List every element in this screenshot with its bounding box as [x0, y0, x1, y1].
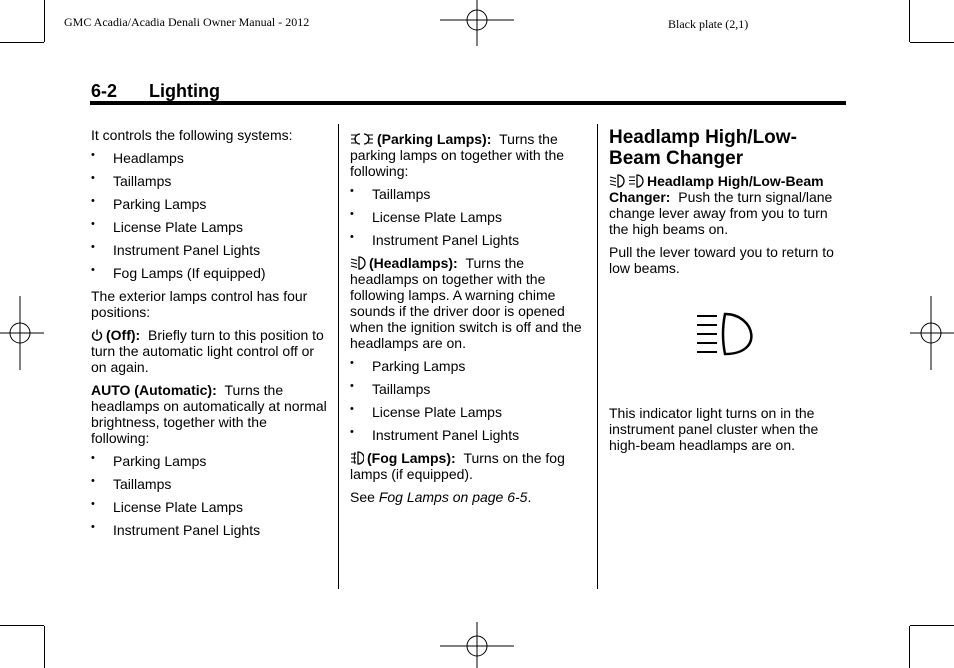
headlamp-high-beam-icon	[628, 174, 644, 188]
off-paragraph	[91, 327, 327, 375]
intro-text: It controls the following systems:	[91, 127, 293, 143]
column-3	[609, 127, 847, 460]
headlamps-label: (Headlamps):	[369, 255, 458, 271]
fog-paragraph	[350, 450, 586, 482]
power-icon	[91, 329, 103, 342]
auto-list	[91, 453, 327, 538]
list-item: • License Plate Lamps	[350, 404, 586, 420]
parking-list	[350, 186, 586, 248]
list-item: • Headlamps	[91, 150, 327, 166]
registration-mark	[440, 0, 514, 48]
fog-label: (Fog Lamps):	[367, 450, 456, 466]
headlamp-low-beam-icon	[350, 256, 366, 270]
list-item: • License Plate Lamps	[91, 219, 327, 235]
parking-lamps-icon	[350, 132, 374, 146]
fog-text: Turns on the fog lamps (if equipped).	[350, 450, 565, 482]
list-item: • Instrument Panel Lights	[350, 232, 586, 248]
section-heading: Headlamp High/Low-Beam Changer	[609, 127, 797, 169]
auto-label: AUTO (Automatic):	[91, 382, 217, 398]
list-item: • License Plate Lamps	[350, 209, 586, 225]
registration-mark	[440, 622, 514, 668]
list-item: • Instrument Panel Lights	[91, 522, 327, 538]
list-item: • Taillamps	[91, 476, 327, 492]
column-1	[91, 127, 327, 545]
list-item: • Parking Lamps	[91, 453, 327, 469]
high-beam-indicator-icon	[695, 311, 761, 357]
headlamps-text: Turns the headlamps on together with the following lamps. A warning chime sounds if the driver door is opened when the ignition switch is off and the headlamps are on.	[350, 255, 582, 351]
list-item: • Taillamps	[91, 173, 327, 189]
off-label: (Off):	[106, 327, 141, 343]
headlamps-list	[350, 358, 586, 443]
see-reference	[350, 489, 586, 505]
list-item: • Taillamps	[350, 186, 586, 202]
systems-list	[91, 150, 327, 281]
indicator-figure	[609, 283, 847, 405]
see-prefix: See	[350, 489, 375, 505]
list-item: • Taillamps	[350, 381, 586, 397]
column-2	[350, 131, 586, 512]
section-number: 6-2	[91, 81, 118, 101]
exterior-text: The exterior lamps control has four positions:	[91, 288, 308, 320]
section-rule	[90, 101, 846, 105]
plate-label: Black plate (2,1)	[668, 17, 749, 31]
list-item: • Parking Lamps	[350, 358, 586, 374]
list-item: • Instrument Panel Lights	[91, 242, 327, 258]
column-divider	[338, 124, 339, 589]
column-divider	[597, 124, 598, 589]
headlamps-paragraph	[350, 255, 586, 351]
changer-paragraph	[609, 173, 847, 237]
parking-paragraph	[350, 131, 586, 179]
pull-text: Pull the lever toward you to return to low beams.	[609, 244, 834, 276]
registration-mark	[910, 296, 954, 370]
auto-paragraph	[91, 382, 327, 446]
changer-label: Headlamp High/Low-Beam Changer:	[609, 173, 824, 205]
parking-label: (Parking Lamps):	[377, 131, 492, 147]
list-item: • Fog Lamps (If equipped)	[91, 265, 327, 281]
see-suffix: .	[527, 489, 532, 505]
auto-text: Turns the headlamps on automatically at normal brightness, together with the following:	[91, 382, 327, 446]
indicator-text: This indicator light turns on in the instrument panel cluster when the high-beam headlamps are on.	[609, 405, 819, 453]
list-item: • License Plate Lamps	[91, 499, 327, 515]
changer-text: Push the turn signal/lane change lever away from you to turn the high beams on.	[609, 189, 833, 237]
fog-lamps-link[interactable]: Fog Lamps on page 6-5	[378, 489, 528, 505]
manual-title: GMC Acadia/Acadia Denali Owner Manual - 2012	[64, 15, 310, 29]
off-text: Briefly turn to this position to turn the automatic light control off or on again.	[91, 327, 324, 375]
list-item: • Parking Lamps	[91, 196, 327, 212]
headlamp-low-beam-icon	[609, 174, 625, 188]
registration-mark	[0, 296, 44, 370]
section-title: Lighting	[149, 81, 220, 101]
parking-text: Turns the parking lamps on together with the following:	[350, 131, 565, 179]
list-item: • Instrument Panel Lights	[350, 427, 586, 443]
fog-lamp-icon	[350, 451, 364, 465]
